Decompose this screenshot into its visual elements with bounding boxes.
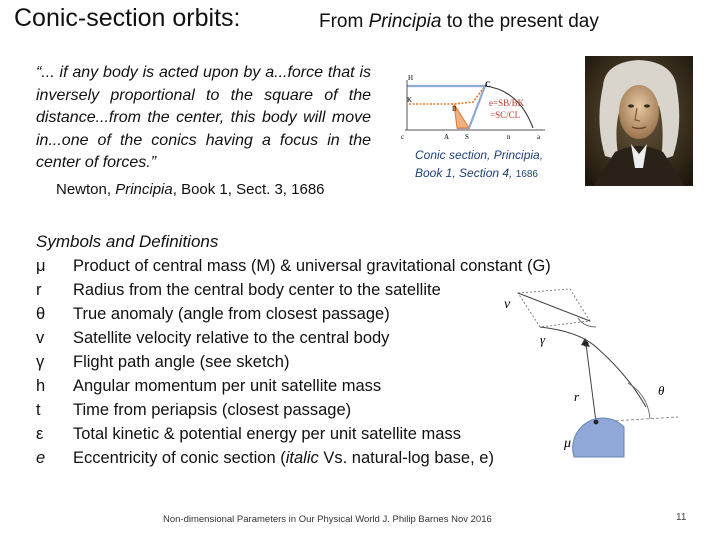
caption-text: Conic section, Principia, Book 1, Section 4, xyxy=(415,148,544,180)
sketch-label-r: r xyxy=(574,389,580,404)
symbol-row-gamma xyxy=(36,350,289,374)
quote-citation xyxy=(56,181,325,198)
principia-conic-diagram xyxy=(399,72,547,144)
page-number: 11 xyxy=(676,512,687,523)
diagram-label-c-lower: c xyxy=(401,133,405,141)
citation-author: Newton, xyxy=(56,181,116,198)
symbol-row-epsilon xyxy=(36,422,461,446)
diagram-label-k: K xyxy=(407,96,413,104)
sketch-velocity-line xyxy=(518,293,590,321)
diagram-label-h: H xyxy=(408,74,414,82)
newton-portrait-image xyxy=(585,56,693,186)
symbol-gamma: γ xyxy=(36,353,45,371)
sketch-planet xyxy=(573,418,624,457)
diagram-label-a: A xyxy=(444,133,450,141)
definition-e-suffix: Vs. natural-log base, e) xyxy=(318,449,494,467)
diagram-label-b: B xyxy=(452,105,457,113)
definition-theta: True anomaly (angle from closest passage) xyxy=(73,305,390,323)
symbol-r: r xyxy=(36,281,42,299)
symbol-t: t xyxy=(36,401,41,419)
sketch-label-theta: θ xyxy=(658,383,665,398)
sketch-label-v: v xyxy=(504,297,511,312)
sketch-theta-arc xyxy=(628,383,650,419)
symbol-theta: θ xyxy=(36,305,46,323)
caption-year: 1686 xyxy=(515,169,538,180)
diagram-label-a-lower: a xyxy=(537,133,541,141)
definition-r: Radius from the central body center to the satellite xyxy=(73,281,441,299)
newton-quote: “... if any body is acted upon by a...force that is inversely proportional to the square of the distance...from the center, this body will move in...one of the conics having a focus in the center of forces.” xyxy=(36,64,371,171)
slide-footer: Non-dimensional Parameters in Our Physical World J. Philip Barnes Nov 2016 xyxy=(163,514,492,525)
citation-work: Principia xyxy=(115,181,173,198)
definition-epsilon: Total kinetic & potential energy per unit satellite mass xyxy=(73,425,461,443)
sketch-radius-line xyxy=(586,344,596,422)
symbol-e: e xyxy=(36,449,46,467)
definition-e-prefix: Eccentricity of conic section ( xyxy=(73,449,286,467)
symbol-row-h xyxy=(36,374,381,398)
slide-subtitle xyxy=(319,11,599,33)
definition-v: Satellite velocity relative to the central body xyxy=(73,329,390,347)
symbol-row-e xyxy=(36,446,494,470)
diagram-label-s: S xyxy=(465,133,469,141)
diagram-label-c: C xyxy=(485,80,491,89)
sketch-label-mu: μ xyxy=(564,436,572,451)
definition-t: Time from periapsis (closest passage) xyxy=(73,401,352,419)
sketch-focus-dot xyxy=(594,420,599,425)
definition-e-italic: italic xyxy=(285,449,319,467)
symbol-epsilon: ε xyxy=(36,425,44,443)
subtitle-prefix: From xyxy=(319,11,369,32)
symbol-row-theta xyxy=(36,302,390,326)
symbols-heading: Symbols and Definitions xyxy=(36,232,219,251)
symbol-row-v xyxy=(36,326,389,350)
symbol-row-mu xyxy=(36,254,551,278)
definition-h: Angular momentum per unit satellite mass xyxy=(73,377,382,395)
symbol-v: v xyxy=(36,329,45,347)
symbol-h: h xyxy=(36,377,46,395)
orbit-sketch xyxy=(478,287,688,459)
citation-rest: , Book 1, Sect. 3, 1686 xyxy=(172,181,325,198)
subtitle-italic: Principia xyxy=(368,11,442,32)
subtitle-suffix: to the present day xyxy=(441,11,599,32)
diagram-caption xyxy=(415,146,565,184)
symbol-row-t xyxy=(36,398,351,422)
diagram-formula-line1: e=SB/BK xyxy=(489,98,525,108)
definition-gamma: Flight path angle (see sketch) xyxy=(73,353,290,371)
sketch-velocity-box xyxy=(518,289,590,327)
slide-title: Conic-section orbits: xyxy=(14,4,241,32)
definition-mu: Product of central mass (M) & universal gravitational constant (G) xyxy=(73,257,551,275)
diagram-label-n: n xyxy=(507,133,511,141)
symbol-mu: μ xyxy=(36,257,46,275)
diagram-formula-line2: =SC/CL xyxy=(490,110,521,120)
sketch-label-gamma: γ xyxy=(540,332,546,347)
symbol-row-r xyxy=(36,278,441,302)
portrait-face xyxy=(619,85,659,139)
